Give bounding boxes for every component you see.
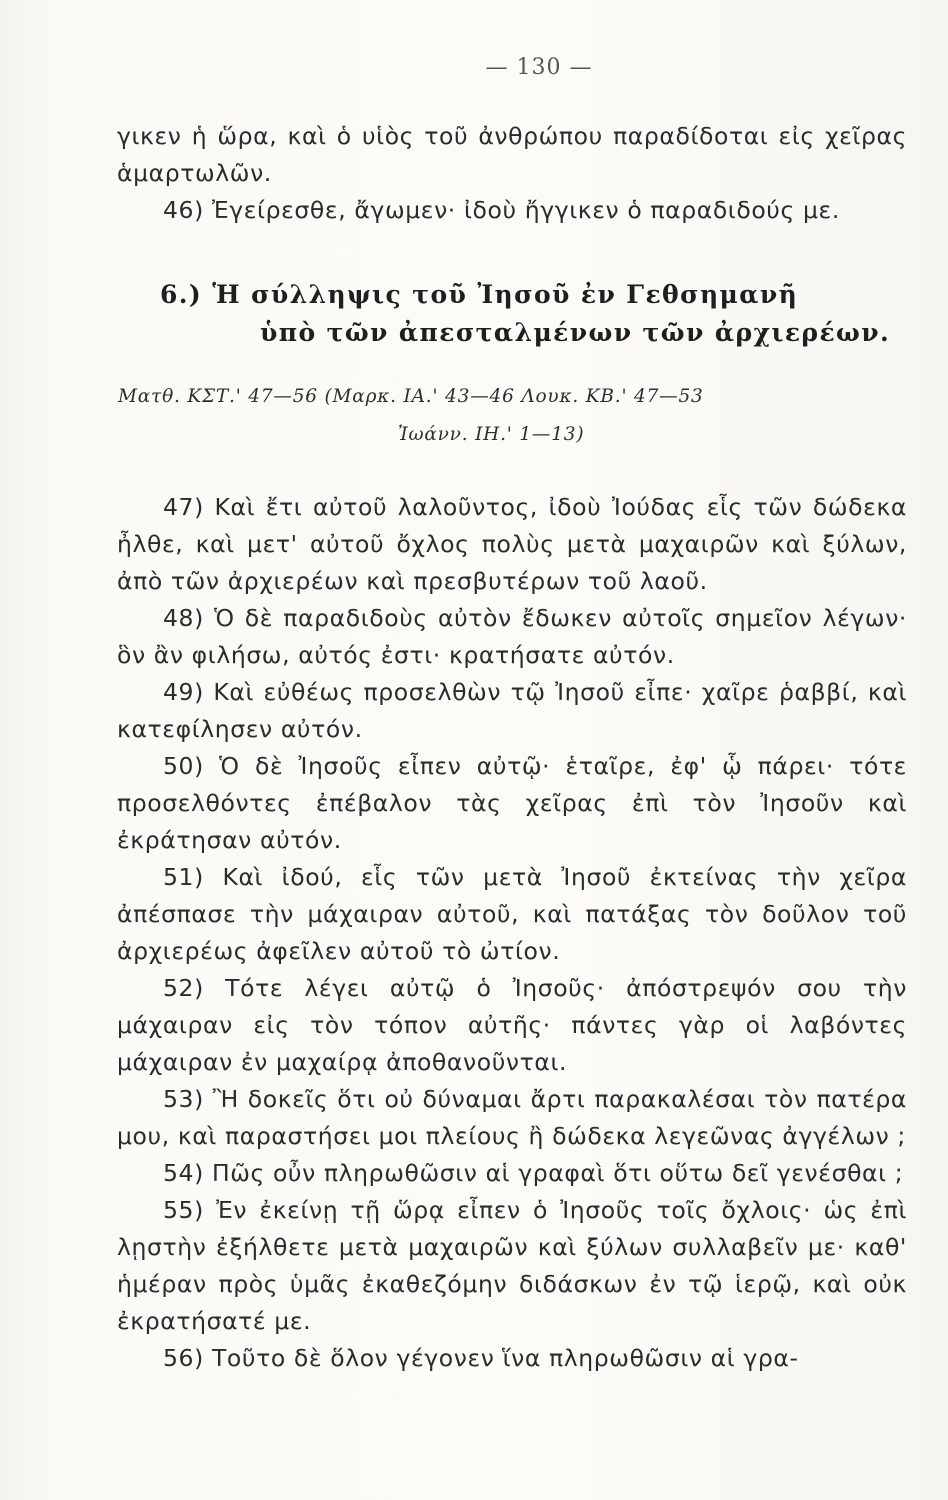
verse-46: 46) Ἐγείρεσθε, ἄγωμεν· ἰδοὺ ἤγγικεν ὁ παραδιδούς με. xyxy=(163,196,840,224)
section-heading-line-1: 6.) Ἡ σύλληψις τοῦ Ἰησοῦ ἐν Γεθσημανῆ xyxy=(160,280,799,309)
references-line-1: Ματθ. ΚΣΤ.' 47—56 (Μαρκ. ΙΑ.' 43—46 Λουκ. ΚΒ.' 47—53 xyxy=(118,386,704,407)
section-heading xyxy=(160,276,900,352)
verse-49: 49) Καὶ εὐθέως προσελθὼν τῷ Ἰησοῦ εἶπε· χαῖρε ῥαββί, καὶ κατεφίλησεν αὐτόν. xyxy=(117,678,907,743)
references-line-2: Ἰωάνν. ΙΗ.' 1—13) xyxy=(398,424,585,445)
verse-48: 48) Ὁ δὲ παραδιδοὺς αὐτὸν ἔδωκεν αὐτοῖς σημεῖον λέγων· ὃν ἂν φιλήσω, αὐτός ἐστι· κρατήσατε αὐτόν. xyxy=(117,604,907,669)
verse-47: 47) Καὶ ἔτι αὐτοῦ λαλοῦντος, ἰδοὺ Ἰούδας εἷς τῶν δώδεκα ἦλθε, καὶ μετ' αὐτοῦ ὄχλος πολὺς μετὰ μαχαιρῶν καὶ ξύλων, ἀπὸ τῶν ἀρχιερέων καὶ πρεσβυτέρων τοῦ λαοῦ. xyxy=(117,493,907,595)
section-heading-line-2: ὑπὸ τῶν ἀπεσταλμένων τῶν ἀρχιερέων. xyxy=(260,318,891,347)
verse-56: 56) Τοῦτο δὲ ὅλον γέγονεν ἵνα πληρωθῶσιν αἱ γρα- xyxy=(163,1344,799,1372)
scripture-references xyxy=(118,378,908,454)
verse-53: 53) Ἢ δοκεῖς ὅτι οὐ δύναμαι ἄρτι παρακαλέσαι τὸν πατέρα μου, καὶ παραστήσει μοι πλείους ἢ δώδεκα λεγεῶνας ἀγγέλων ; xyxy=(117,1085,907,1150)
verse-54: 54) Πῶς οὖν πληρωθῶσιν αἱ γραφαὶ ὅτι οὕτω δεῖ γενέσθαι ; xyxy=(163,1159,904,1187)
continued-text xyxy=(117,118,907,229)
page-number: — 130 — xyxy=(485,55,593,80)
continued-verse-line: γικεν ἡ ὥρα, καὶ ὁ υἱὸς τοῦ ἀνθρώπου παραδίδοται εἰς χεῖρας ἁμαρτωλῶν. xyxy=(117,122,907,187)
verse-52: 52) Τότε λέγει αὐτῷ ὁ Ἰησοῦς· ἀπόστρεψόν σου τὴν μάχαιραν εἰς τὸν τόπον αὐτῆς· πάντες γὰρ οἱ λαβόντες μάχαιραν ἐν μαχαίρᾳ ἀποθανοῦνται. xyxy=(117,974,907,1076)
verse-55: 55) Ἐν ἐκείνῃ τῇ ὥρᾳ εἶπεν ὁ Ἰησοῦς τοῖς ὄχλοις· ὡς ἐπὶ λῃστὴν ἐξήλθετε μετὰ μαχαιρῶν καὶ ξύλων συλλαβεῖν με· καθ' ἡμέραν πρὸς ὑμᾶς ἐκαθεζόμην διδάσκων ἐν τῷ ἱερῷ, καὶ οὐκ ἐκρατήσατέ με. xyxy=(117,1196,907,1335)
verses-body xyxy=(117,489,907,1377)
verse-51: 51) Καὶ ἰδού, εἷς τῶν μετὰ Ἰησοῦ ἐκτείνας τὴν χεῖρα ἀπέσπασε τὴν μάχαιραν αὐτοῦ, καὶ πατάξας τὸν δοῦλον τοῦ ἀρχιερέως ἀφεῖλεν αὐτοῦ τὸ ὠτίον. xyxy=(117,863,907,965)
verse-50: 50) Ὁ δὲ Ἰησοῦς εἶπεν αὐτῷ· ἑταῖρε, ἐφ' ᾧ πάρει· τότε προσελθόντες ἐπέβαλον τὰς χεῖρας ἐπὶ τὸν Ἰησοῦν καὶ ἐκράτησαν αὐτόν. xyxy=(117,752,907,854)
